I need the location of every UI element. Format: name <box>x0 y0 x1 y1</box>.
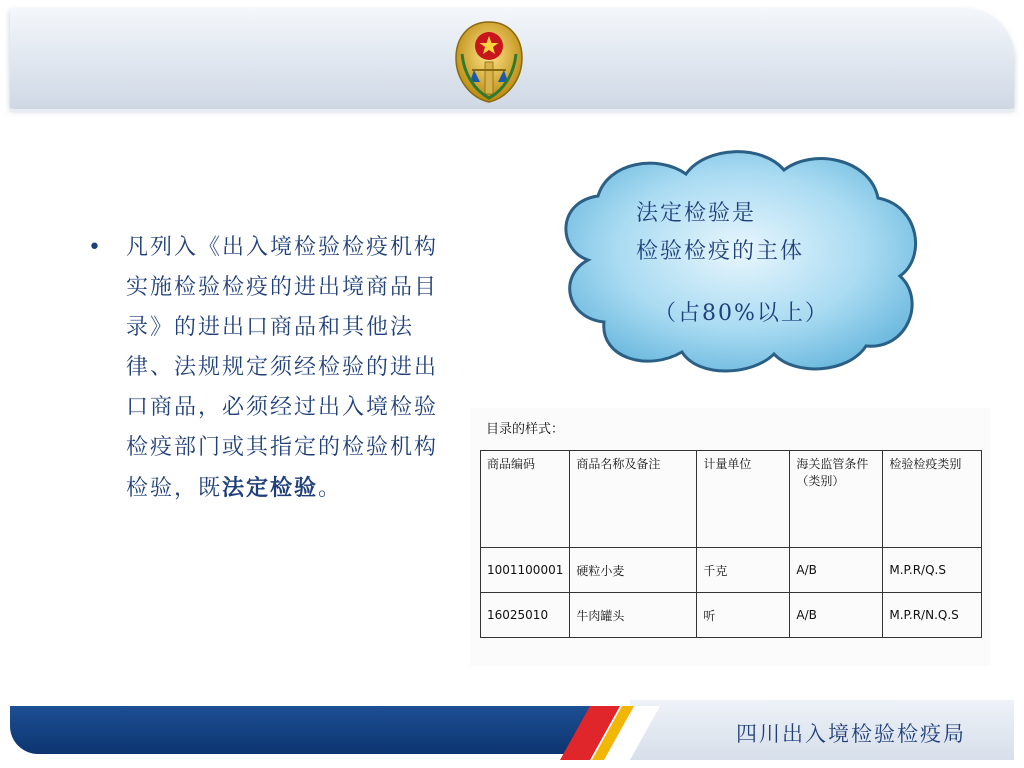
cell-customs: A/B <box>790 593 883 638</box>
header-cell-customs: 海关监管条件（类别） <box>790 451 883 548</box>
header-cell-category: 检验检疫类别 <box>883 451 982 548</box>
footer-band <box>10 700 1014 760</box>
cell-name: 牛肉罐头 <box>570 593 697 638</box>
cloud-line-2: 检验检疫的主体 <box>636 239 805 264</box>
bullet-end: 。 <box>318 476 343 501</box>
cell-customs: A/B <box>790 548 883 593</box>
bullet-marker: • <box>88 235 103 260</box>
header-cell-code: 商品编码 <box>481 451 570 548</box>
cell-category: M.P.R/N.Q.S <box>883 593 982 638</box>
footer-stripes-icon <box>550 706 660 760</box>
cell-name: 硬粒小麦 <box>570 548 697 593</box>
bullet-text: 凡列入《出入境检验检疫机构实施检验检疫的进出境商品目录》的进出口商品和其他法律、法规规定须经检验的进出口商品，必须经过出入境检验检疫部门或其指定的检验机构检验，既 <box>126 235 439 501</box>
table-header-row <box>481 451 982 548</box>
table-row <box>481 548 982 593</box>
footer-organization: 四川出入境检验检疫局 <box>736 722 966 746</box>
header-cell-name: 商品名称及备注 <box>570 451 697 548</box>
bullet-emphasis: 法定检验 <box>222 475 319 501</box>
cell-code: 1001100001 <box>481 548 570 593</box>
header-cell-unit: 计量单位 <box>697 451 790 548</box>
catalog-table <box>480 450 982 638</box>
cell-unit: 千克 <box>697 548 790 593</box>
footer-blue-bar <box>10 706 590 754</box>
cloud-line-3: （占80%以上） <box>654 301 829 326</box>
table-row <box>481 593 982 638</box>
cell-unit: 听 <box>697 593 790 638</box>
inspection-quarantine-emblem-icon <box>452 18 526 104</box>
catalog-caption: 目录的样式： <box>486 422 565 437</box>
bullet-paragraph <box>88 228 448 509</box>
cell-category: M.P.R/Q.S <box>883 548 982 593</box>
cloud-line-1: 法定检验是 <box>636 201 757 226</box>
cell-code: 16025010 <box>481 593 570 638</box>
